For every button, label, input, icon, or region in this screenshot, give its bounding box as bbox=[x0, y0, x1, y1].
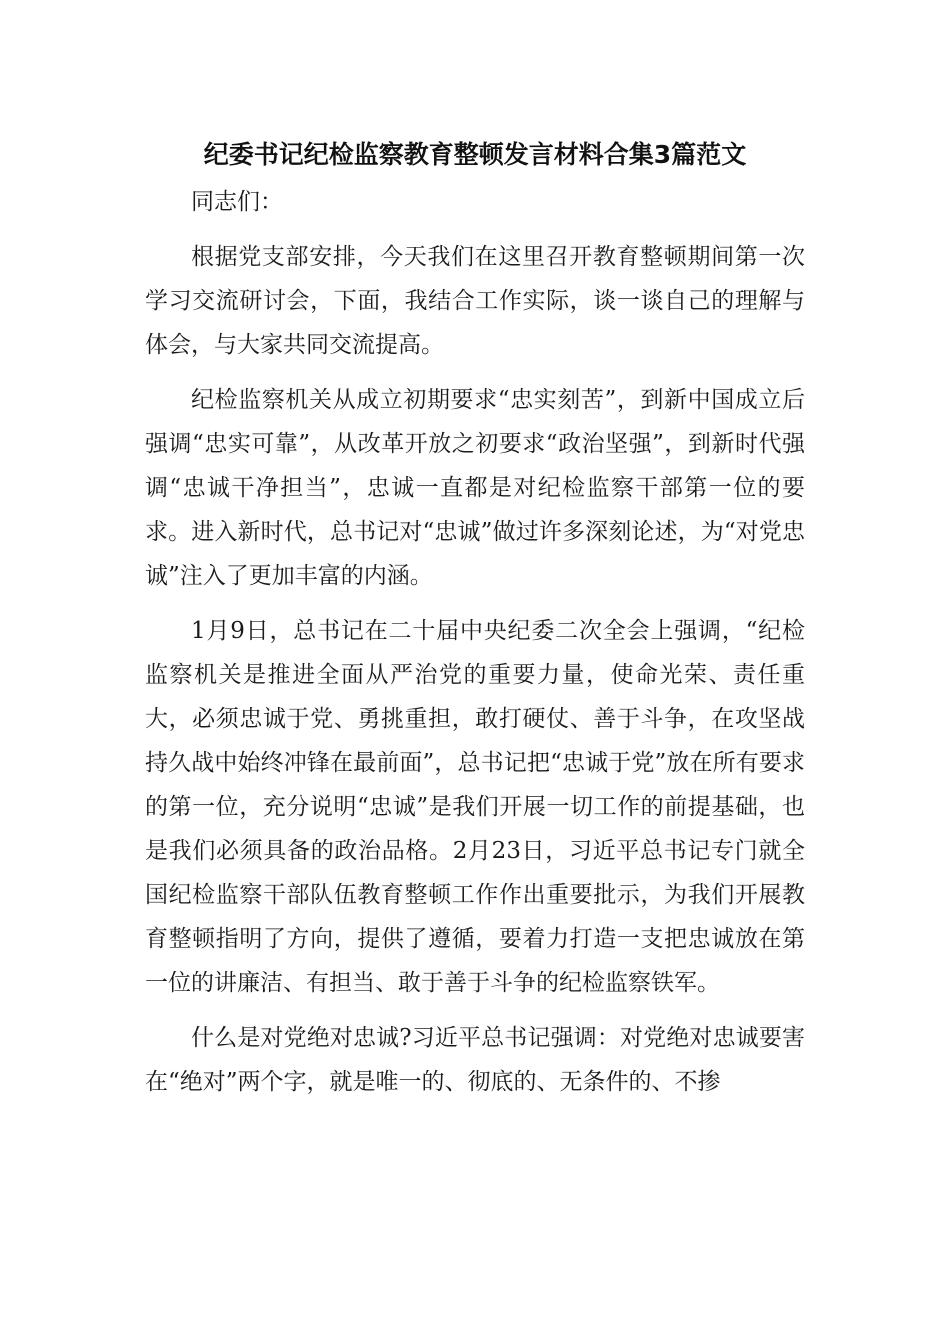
paragraph-plenary-session: 1月9日，总书记在二十届中央纪委二次全会上强调，“纪检监察机关是推进全面从严治党的重要力量，使命光荣、责任重大，必须忠诚于党、勇挑重担，敢打硬仗、善于斗争，在攻坚战持久战中始终冲锋在最前面”，总书记把“忠诚于党”放在所有要求的第一位，充分说明“忠诚”是我们开展一切工作的前提基础，也是我们必须具备的政治品格。2月23日，习近平总书记专门就全国纪检监察干部队伍教育整顿工作作出重要批示，为我们开展教育整顿指明了方向，提供了遵循，要着力打造一支把忠诚放在第一位的讲廉洁、有担当、敢于善于斗争的纪检监察铁军。 bbox=[145, 618, 805, 996]
document-title: 纪委书记纪检监察教育整顿发言材料合集3篇范文 bbox=[203, 140, 747, 169]
paragraph-intro: 根据党支部安排，今天我们在这里召开教育整顿期间第一次学习交流研讨会，下面，我结合工作实际，谈一谈自己的理解与体会，与大家共同交流提高。 bbox=[145, 244, 805, 358]
document-body bbox=[145, 180, 805, 1115]
paragraph-loyalty-history: 纪检监察机关从成立初期要求“忠实刻苦”，到新中国成立后强调“忠实可靠”，从改革开放之初要求“政治坚强”，到新时代强调“忠诚干净担当”，忠诚一直都是对纪检监察干部第一位的要求。进入新时代，总书记对“忠诚”做过许多深刻论述，为“对党忠诚”注入了更加丰富的内涵。 bbox=[145, 387, 805, 589]
paragraph-salutation: 同志们： bbox=[191, 189, 283, 215]
paragraph-absolute-loyalty: 什么是对党绝对忠诚?习近平总书记强调：对党绝对忠诚要害在“绝对”两个字，就是唯一的、彻底的、无条件的、不掺 bbox=[145, 1025, 805, 1095]
